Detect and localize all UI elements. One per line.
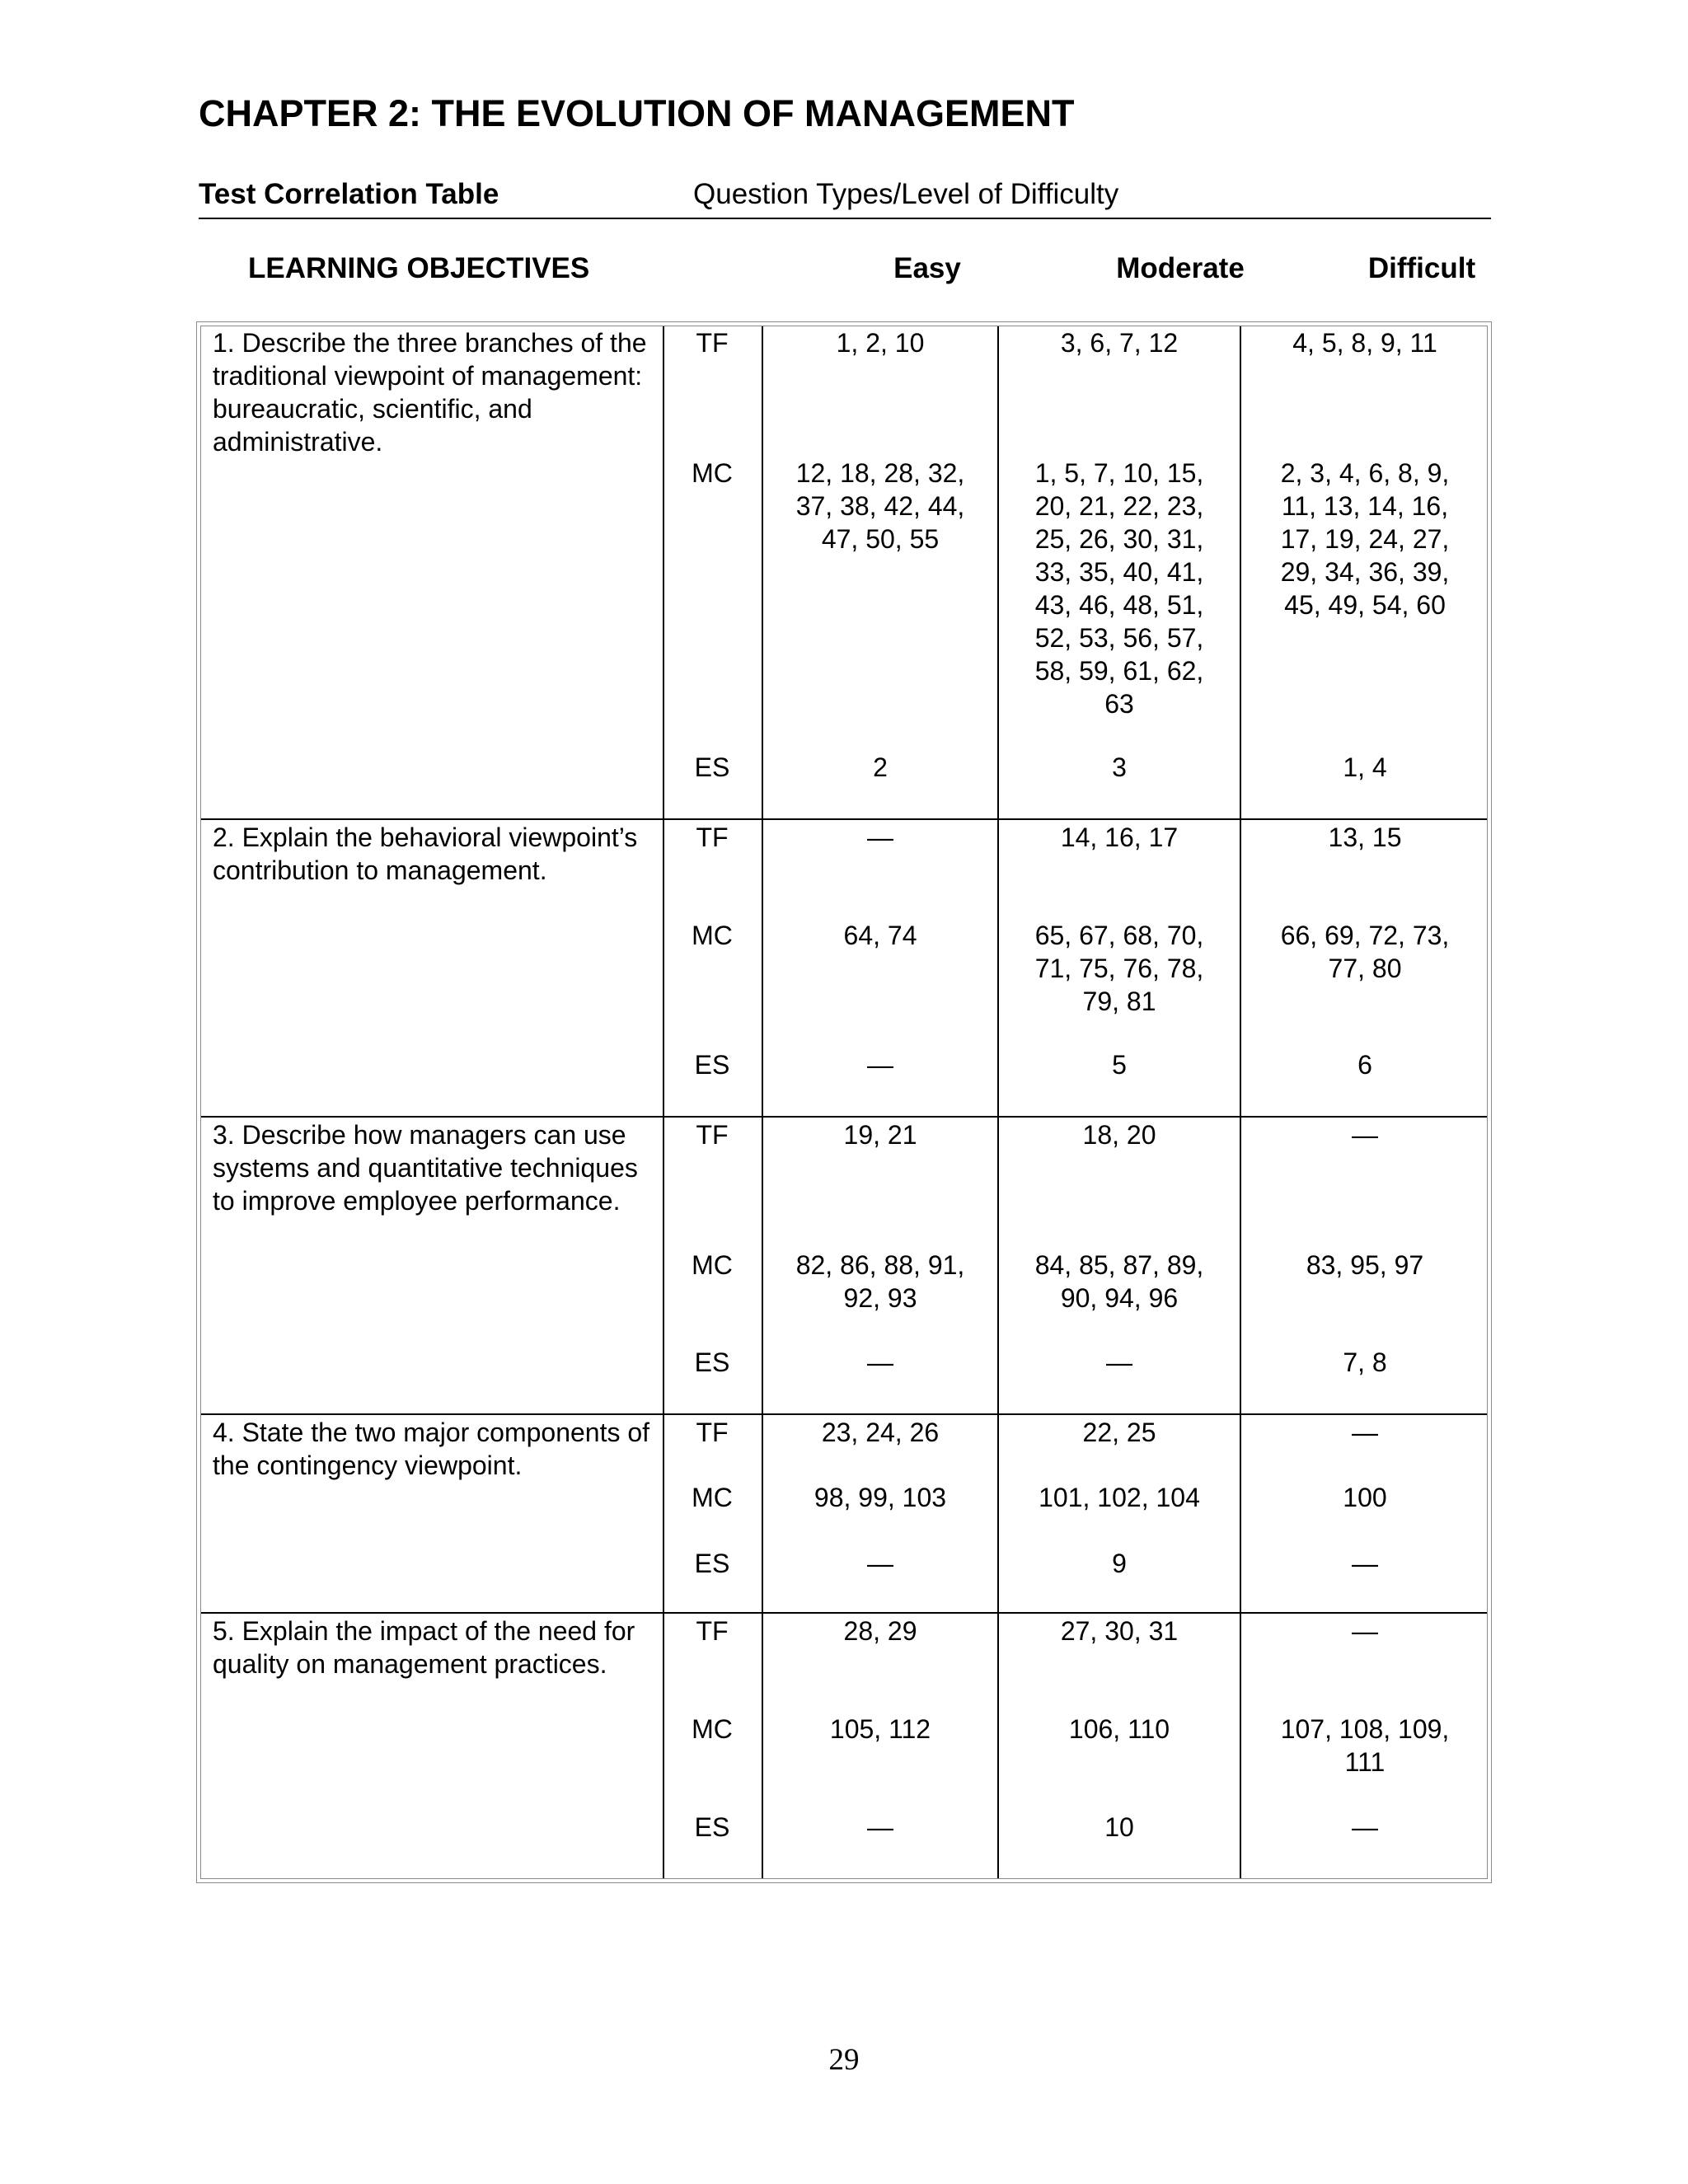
cell-moderate: 84, 85, 87, 89, 90, 94, 96 [1034,1250,1204,1313]
cell-moderate: 3 [1112,752,1127,782]
objective-2: 2. Explain the behavioral viewpoint’s contribution to management. [213,823,638,885]
cell-moderate: 14, 16, 17 [1060,823,1179,852]
cell-moderate: 101, 102, 104 [1039,1483,1200,1512]
cell-easy: 98, 99, 103 [814,1483,947,1512]
question-types-label: Question Types/Level of Difficulty [693,178,1119,210]
cell-difficult: 107, 108, 109, 111 [1280,1714,1450,1777]
qtype-mc: MC [692,1714,733,1744]
cell-difficult: 4, 5, 8, 9, 11 [1292,328,1437,358]
cell-moderate: 1, 5, 7, 10, 15, 20, 21, 22, 23, 25, 26, 30, 31, 33, 35, 40, 41, 43, 46, 48, 51, 52, 53, 56, 57, 58, 59, 61, 62, 63 [1034,458,1204,719]
qtype-tf: TF [696,1120,729,1150]
header-easy: Easy [893,252,961,284]
cell-moderate: 9 [1112,1549,1127,1578]
objective-5: 5. Explain the impact of the need for quality on management practices. [213,1616,635,1679]
row-divider-2 [201,1116,1487,1118]
cell-moderate: — [1106,1347,1132,1377]
cell-moderate: 18, 20 [1082,1120,1156,1150]
cell-moderate: 65, 67, 68, 70, 71, 75, 76, 78, 79, 81 [1034,921,1204,1016]
row-divider-3 [201,1413,1487,1415]
test-correlation-label: Test Correlation Table [199,178,499,210]
header-moderate: Moderate [1116,252,1245,284]
qtype-tf: TF [696,328,729,358]
cell-difficult: — [1352,1549,1378,1578]
correlation-table [196,321,1492,1883]
cell-difficult: — [1352,1120,1378,1150]
qtype-tf: TF [696,1418,729,1447]
cell-moderate: 5 [1112,1050,1127,1080]
table-inner [200,326,1488,1879]
row-divider-1 [201,818,1487,820]
page-number: 29 [828,2043,860,2077]
cell-difficult: — [1352,1418,1378,1447]
chapter-title: CHAPTER 2: THE EVOLUTION OF MANAGEMENT [199,92,1075,134]
cell-easy: — [867,1812,893,1842]
cell-difficult: 66, 69, 72, 73, 77, 80 [1280,921,1450,983]
cell-easy: 64, 74 [843,921,917,950]
objective-1: 1. Describe the three branches of the traditional viewpoint of management: bureaucratic, scientific, and administrative. [213,328,647,457]
cell-easy: — [867,823,893,852]
cell-difficult: 7, 8 [1343,1347,1387,1377]
qtype-es: ES [694,1549,730,1578]
objective-4: 4. State the two major components of the contingency viewpoint. [213,1418,650,1480]
cell-moderate: 3, 6, 7, 12 [1060,328,1179,358]
column-headers [199,252,1491,293]
cell-easy: 28, 29 [843,1616,917,1646]
cell-difficult: — [1352,1812,1378,1842]
cell-easy: — [867,1549,893,1578]
cell-difficult: 6 [1357,1050,1372,1080]
header-difficult: Difficult [1367,252,1476,284]
qtype-es: ES [694,752,730,782]
qtype-mc: MC [692,1250,733,1280]
cell-easy: 23, 24, 26 [821,1418,940,1447]
row-divider-4 [201,1612,1487,1614]
cell-moderate: 27, 30, 31 [1060,1616,1179,1646]
qtype-mc: MC [692,921,733,950]
cell-difficult: 2, 3, 4, 6, 8, 9, 11, 13, 14, 16, 17, 19, 24, 27, 29, 34, 36, 39, 45, 49, 54, 60 [1280,458,1450,620]
cell-moderate: 106, 110 [1068,1714,1170,1744]
cell-easy: — [867,1347,893,1377]
qtype-es: ES [694,1347,730,1377]
qtype-es: ES [694,1050,730,1080]
header-learning-objectives: LEARNING OBJECTIVES [248,252,590,284]
cell-easy: 2 [873,752,888,782]
cell-easy: 105, 112 [829,1714,931,1744]
qtype-tf: TF [696,1616,729,1646]
cell-easy: 19, 21 [843,1120,917,1150]
qtype-mc: MC [692,1483,733,1512]
cell-moderate: 22, 25 [1082,1418,1156,1447]
cell-moderate: 10 [1104,1812,1134,1842]
qtype-mc: MC [692,458,733,488]
cell-difficult: 13, 15 [1328,823,1402,852]
cell-difficult: 1, 4 [1343,752,1387,782]
cell-easy: — [867,1050,893,1080]
objective-3: 3. Describe how managers can use systems and quantitative techniques to improve employee performance. [213,1120,638,1216]
cell-easy: 12, 18, 28, 32, 37, 38, 42, 44, 47, 50, 55 [795,458,965,554]
cell-difficult: — [1352,1616,1378,1646]
cell-difficult: 100 [1343,1483,1387,1512]
cell-difficult: 83, 95, 97 [1306,1250,1424,1280]
qtype-tf: TF [696,823,729,852]
cell-easy: 1, 2, 10 [836,328,925,358]
qtype-es: ES [694,1812,730,1842]
cell-easy: 82, 86, 88, 91, 92, 93 [795,1250,965,1313]
table-subheader [199,175,1491,219]
